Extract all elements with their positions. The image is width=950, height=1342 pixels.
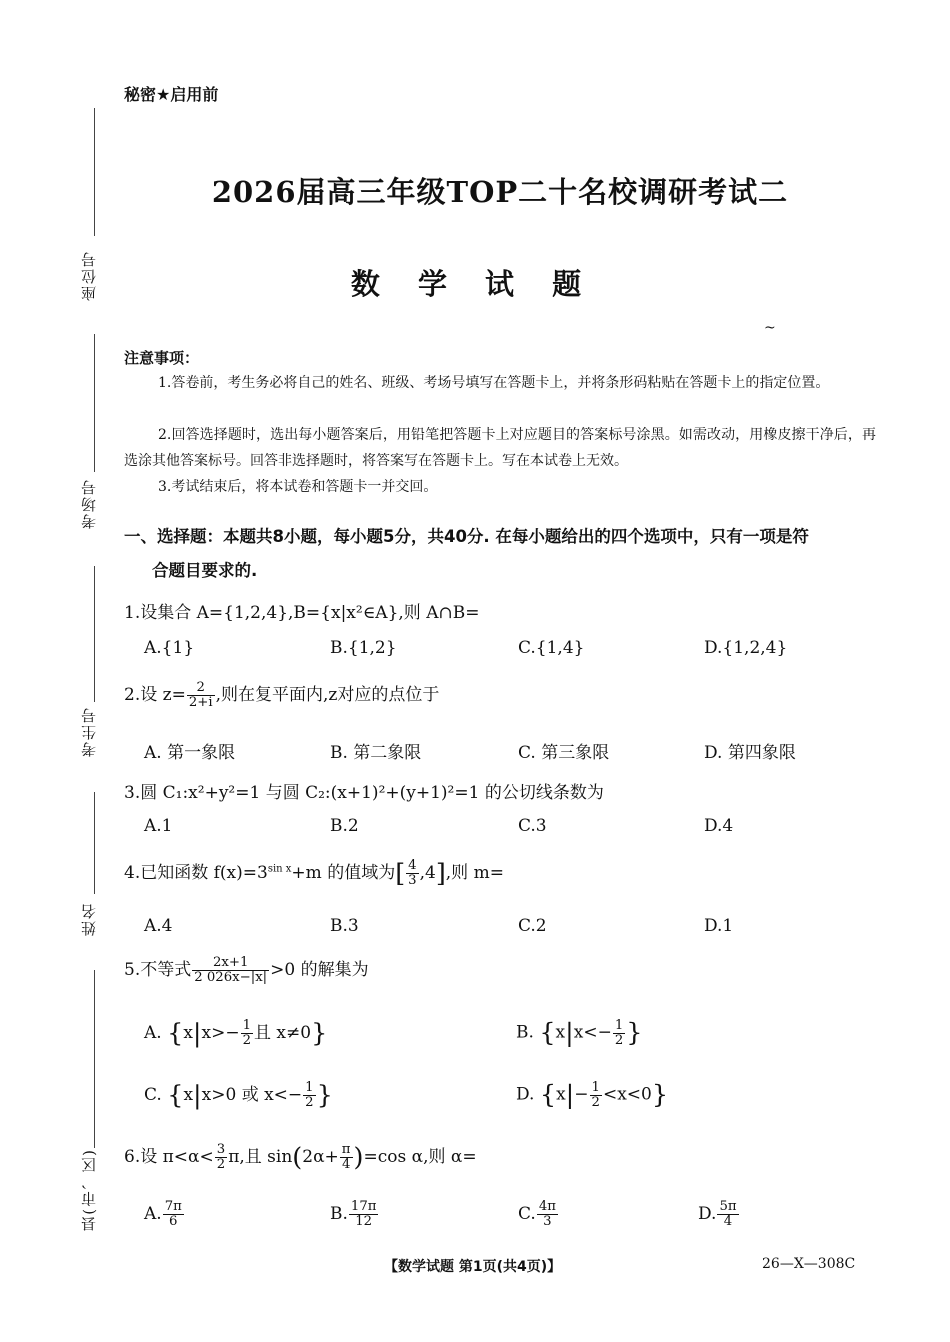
q4-option-c[interactable]: C.2 (518, 916, 547, 936)
county-line (94, 970, 95, 1148)
q5-option-d[interactable]: D. {x|− $\frac{1}{2}$ <x<0} (516, 1079, 669, 1110)
q1-option-d[interactable]: D.{1,2,4} (704, 638, 788, 658)
section-heading-line2: 合题目要求的. (152, 561, 258, 580)
page-footer: 【数学试题 第1页(共4页)】 (384, 1259, 562, 1275)
note-item: 3.考试结束后，将本试卷和答题卡一并交回。 (158, 479, 438, 495)
q1-option-c[interactable]: C.{1,4} (518, 638, 585, 658)
q4-option-d[interactable]: D.1 (704, 916, 734, 936)
q2-option-b[interactable]: B. 第二象限 (330, 743, 422, 763)
room-label: 考场号 (80, 478, 98, 529)
seat-line (94, 108, 95, 236)
section-heading (124, 520, 880, 588)
q6-option-c[interactable]: C. $\frac{4\pi}{3}$ (518, 1199, 556, 1229)
note-item: 2.回答选择题时，选出每小题答案后，用铅笔把答题卡上对应题目的答案标号涂黑。如需改动，用橡皮擦干净后，再选涂其他答案标号。回答非选择题时，将答案写在答题卡上。写在本试卷上无效。 (124, 427, 876, 469)
q6-option-a[interactable]: A. $\frac{7\pi}{6}$ (144, 1199, 182, 1229)
question-5: 5.不等式 $\frac{2x+1}{2 026x-|x|}$ >0 的解集为 (124, 955, 369, 985)
scan-mark: ~ (764, 320, 776, 336)
question-3: 3.圆 C₁:x²+y²=1 与圆 C₂:(x+1)²+(y+1)²=1 的公切线条数为 (124, 783, 604, 803)
subject-title: 数 学 试 题 (350, 267, 596, 301)
q3-option-b[interactable]: B.2 (330, 816, 359, 836)
student-id-label: 考生号 (80, 706, 98, 757)
q4-option-b[interactable]: B.3 (330, 916, 359, 936)
q4-option-a[interactable]: A.4 (144, 916, 173, 936)
section-heading-line1: 一、选择题：本题共8小题，每小题5分，共40分. 在每小题给出的四个选项中，只有一项是符 (124, 527, 809, 546)
q6-option-b[interactable]: B. $\frac{17\pi}{12}$ (330, 1199, 377, 1229)
q3-option-c[interactable]: C.3 (518, 816, 547, 836)
q1-option-a[interactable]: A.{1} (144, 638, 195, 658)
q2-option-a[interactable]: A. 第一象限 (144, 743, 236, 763)
question-2: 2.设 z= $\frac{2}{2+i}$ ,则在复平面内,z对应的点位于 (124, 680, 440, 710)
exam-code: 26—X—308C (762, 1256, 856, 1272)
q3-option-d[interactable]: D.4 (704, 816, 734, 836)
notes-heading: 注意事项： (124, 349, 200, 367)
seat-label: 座位号 (80, 250, 98, 301)
name-label: 姓名 (80, 902, 98, 936)
student-id-line (94, 566, 95, 702)
q6-option-d[interactable]: D. $\frac{5\pi}{4}$ (698, 1199, 737, 1229)
name-line (94, 792, 95, 894)
note-item: 1.答卷前，考生务必将自己的姓名、班级、考场号填写在答题卡上，并将条形码粘贴在答题卡上的指定位置。 (158, 375, 830, 391)
q2-option-c[interactable]: C. 第三象限 (518, 743, 610, 763)
question-1: 1.设集合 A={1,2,4},B={x|x²∈A},则 A∩B= (124, 603, 480, 623)
q5-option-a[interactable]: A. {x|x>− $\frac{1}{2}$ 且 x≠0} (144, 1018, 328, 1049)
q1-option-b[interactable]: B.{1,2} (330, 638, 397, 658)
question-6: 6.设 π<α< $\frac{3}{2}$ π,且 sin(2α+ $\frac{\pi}{4}$ )=cos α,则 α= (124, 1142, 477, 1173)
q3-option-a[interactable]: A.1 (144, 816, 173, 836)
question-4: 4.已知函数 $f(x)=3^{sin x}+m$ 的值域为[ $\frac{4}{3}$ ,4],则 m= (124, 858, 504, 889)
q5-option-c[interactable]: C. {x|x>0 或 x<− $\frac{1}{2}$ } (144, 1080, 333, 1111)
confidential-label: 秘密★启用前 (124, 85, 219, 104)
q2-option-d[interactable]: D. 第四象限 (704, 743, 796, 763)
q5-option-b[interactable]: B. {x|x<− $\frac{1}{2}$ } (516, 1017, 643, 1048)
county-label: 县(市、区) (80, 1148, 98, 1232)
exam-title: 2026届高三年级TOP二十名校调研考试二 (211, 175, 789, 209)
room-line (94, 334, 95, 472)
